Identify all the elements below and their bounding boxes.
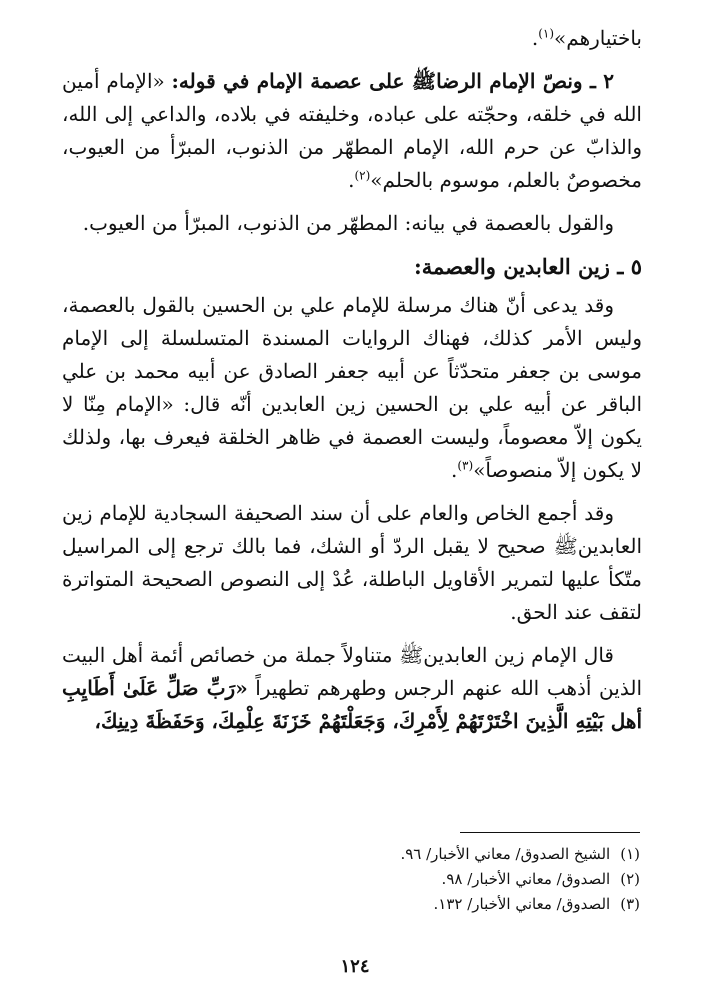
footnote-divider	[460, 832, 640, 833]
footnote-number: (٢)	[620, 870, 640, 888]
section-heading: ٥ ـ زين العابدين والعصمة:	[414, 254, 642, 279]
page-body	[62, 22, 642, 748]
footnote-item	[300, 867, 640, 892]
footnote-number: (٣)	[620, 895, 640, 913]
footnote-item	[300, 842, 640, 867]
footnote-ref: (٢)	[354, 168, 371, 183]
paragraph-text: «الإمام أمين الله في خلقه، وحجّته على عباده، وخليفته في بلاده، والداعي إلى الله، والذابّ عن حرم الله، الإمام المطهّر من الذنوب، المبرّأ من العيوب، مخصوصٌ بالعلم، موسوم بالحلم»	[62, 69, 642, 192]
paragraph-text: باختيارهم»	[554, 26, 642, 50]
footnote-item	[300, 892, 640, 917]
footnote-text: الصدوق/ معاني الأخبار/ ١٣٢.	[433, 895, 611, 913]
page-number: ١٢٤	[340, 956, 370, 977]
footnote-number: (١)	[620, 845, 640, 863]
paragraph-rida: ٢ ـ ونصّ الإمام الرضاﷺ على عصمة الإمام في قوله: «الإمام أمين الله في خلقه، وحجّته على عباده، وخليفته في بلاده، والداعي إلى الله، والذابّ عن حرم الله، الإمام المطهّر من الذنوب، المبرّأ من العيوب، مخصوصٌ بالعلم، موسوم بالحلم»$^{(٢)}$.	[62, 69, 642, 192]
paragraph-summary: والقول بالعصمة في بيانه: المطهّر من الذنوب، المبرّأ من العيوب.	[82, 211, 614, 235]
paragraph-text: وقد يدعى أنّ هناك مرسلة للإمام علي بن الحسين بالقول بالعصمة، وليس الأمر كذلك، فهناك الروايات المسندة المتسلسلة إلى الإمام موسى بن جعفر متحدّثاً عن أبيه جعفر الصادق عن أبيه محمد بن علي الباقر عن أبيه علي بن الحسين زين العابدين أنّه قال: «الإمام مِنّا لا يكون إلاّ معصوماً، وليست العصمة في ظاهر الخلقة فيعرف بها، ولذلك لا يكون إلاّ منصوصاً»	[62, 293, 642, 482]
quoted-supplication: «رَبِّ صَلِّ عَلَىٰ أَطَايِبِ أهل بَيْتِهِ الَّذِينَ اخْتَرْتَهُمْ لِأَمْرِكَ، وَجَعَلْتَهُمْ خَزَنَةَ عِلْمِكَ، وَحَفَظَةَ دِينِكَ،	[62, 676, 642, 733]
footnote-text: الصدوق/ معاني الأخبار/ ٩٨.	[441, 870, 611, 888]
footnote-text: الشيخ الصدوق/ معاني الأخبار/ ٩٦.	[400, 845, 611, 863]
paragraph-continuation: باختيارهم»$^{(١)}$.	[531, 26, 642, 50]
paragraph-text: قال الإمام زين العابدينﷺ متناولاً جملة من خصائص أئمة أهل البيت الذين أذهب الله عنهم الرجس وطهرهم تطهيراً	[62, 643, 642, 700]
footnote-ref: (١)	[538, 26, 555, 41]
paragraph-quote	[62, 639, 642, 738]
footnotes	[300, 842, 640, 917]
paragraph-claim: وقد يدعى أنّ هناك مرسلة للإمام علي بن الحسين بالقول بالعصمة، وليس الأمر كذلك، فهناك الروايات المسندة المتسلسلة إلى الإمام موسى بن جعفر متحدّثاً عن أبيه جعفر الصادق عن أبيه محمد بن علي الباقر عن أبيه علي بن الحسين زين العابدين أنّه قال: «الإمام مِنّا لا يكون إلاّ معصوماً، وليست العصمة في ظاهر الخلقة فيعرف بها، ولذلك لا يكون إلاّ منصوصاً»$^{(٣)}$.	[62, 293, 642, 482]
footnote-ref: (٣)	[457, 458, 474, 473]
paragraph-lead: ٢ ـ ونصّ الإمام الرضاﷺ على عصمة الإمام في قوله:	[171, 69, 614, 93]
paragraph-sahifa: وقد أجمع الخاص والعام على أن سند الصحيفة السجادية للإمام زين العابدينﷺ صحيح لا يقبل الردّ أو الشك، فما بالك ترجع إلى المراسيل متّكأ عليها لتمرير الأقاويل الباطلة، عُدْ إلى النصوص الصحيحة المتواترة لتقف عند الحق.	[62, 501, 642, 624]
